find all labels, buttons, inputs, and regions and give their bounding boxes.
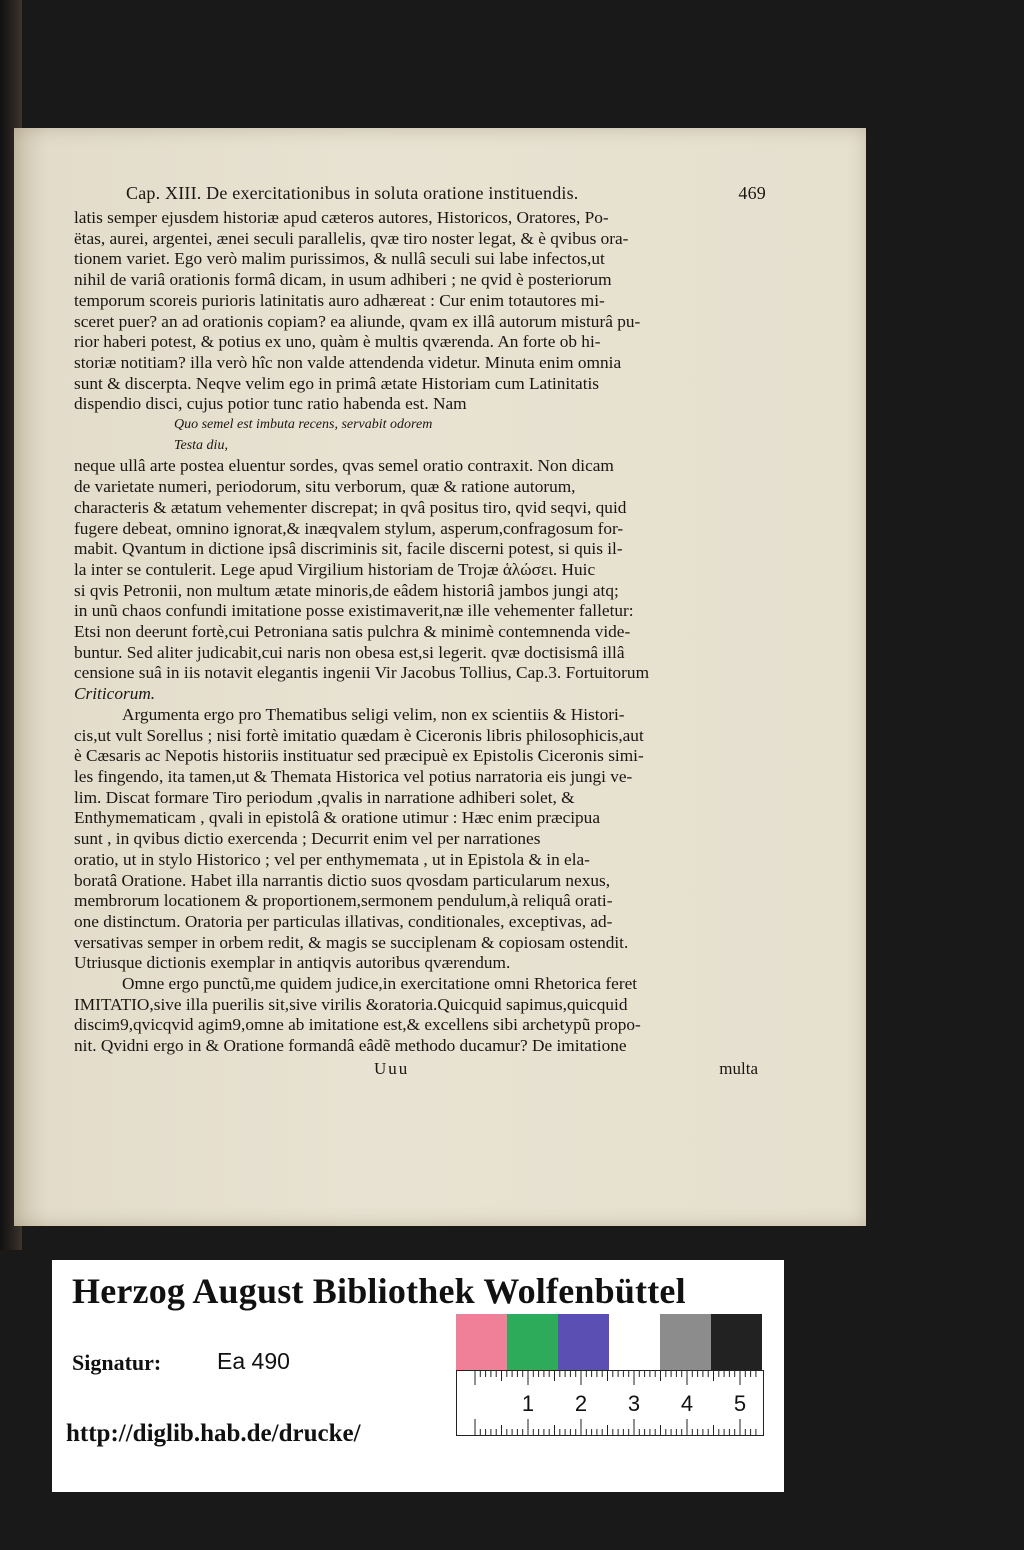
color-calibration-strip — [456, 1314, 762, 1370]
color-swatch-pink — [456, 1314, 507, 1370]
catchword: multa — [719, 1058, 758, 1078]
text-line: Utriusque dictionis exemplar in antiqvis autoribus qværendum. — [74, 953, 511, 973]
library-reference-card — [52, 1260, 784, 1492]
text-line: buntur. Sed aliter judicabit,cui naris non obesa est,si legerit. qvæ doctisismâ illâ — [74, 642, 625, 662]
text-line: oratio, ut in stylo Historico ; vel per enthymemata , ut in Epistola & in ela- — [74, 849, 590, 869]
color-swatch-blue — [558, 1314, 609, 1370]
library-url: http://diglib.hab.de/drucke/ — [66, 1420, 361, 1447]
color-swatch-black — [711, 1314, 762, 1370]
paragraph-2 — [74, 456, 764, 704]
text-line: storiæ notitiam? illa verò hîc non valde attendenda videtur. Minuta enim omnia — [74, 352, 622, 372]
quote-line: Quo semel est imbuta recens, servabit odorem — [174, 417, 433, 433]
text-line: si qvis Petronii, non multum ætate minoris,de eâdem historiâ jambos jungi atq; — [74, 580, 619, 600]
verse-quote — [74, 415, 764, 456]
text-line: one distinctum. Oratoria per particulas illativas, conditionales, exceptivas, ad- — [74, 911, 613, 931]
scale-number: 1 — [521, 1391, 535, 1416]
page-footer — [74, 1059, 764, 1080]
scale-ruler-icon — [457, 1371, 763, 1435]
text-line: Argumenta ergo pro Thematibus seligi velim, non ex scientiis & Histori- — [122, 704, 625, 724]
scale-number: 2 — [574, 1391, 588, 1416]
book-page — [14, 128, 866, 1226]
text-line: latis semper ejusdem historiæ apud cæteros autores, Historicos, Oratores, Po- — [74, 208, 609, 227]
text-line: discim9,qvicqvid agim9,omne ab imitatione est,& excellens sibi archetypũ propo- — [74, 1015, 641, 1035]
signature-mark: Uuu — [374, 1058, 410, 1078]
text-line: Enthymematicam , qvali in epistolâ & oratione utimur : Hæc enim præcipua — [74, 808, 600, 828]
text-line: nit. Qvidni ergo in & Oratione formandâ eâdẽ methodo ducamur? De imitatione — [74, 1036, 627, 1056]
body-text — [74, 208, 764, 1080]
paragraph-4 — [74, 974, 764, 1057]
text-line: IMITATIO,sive illa puerilis sit,sive virilis &oratoria.Quicquid sapimus,quicquid — [74, 994, 628, 1014]
text-line: in unũ chaos confundi imitatione posse existimaverit,næ ille vehementer falletur: — [74, 601, 634, 621]
scale-number: 3 — [627, 1391, 641, 1416]
color-swatch-white — [609, 1314, 660, 1370]
running-head-title: Cap. XIII. De exercitationibus in soluta oratione instituendis. — [126, 183, 579, 203]
color-swatch-gray — [660, 1314, 711, 1370]
text-line: sceret puer? an ad orationis copiam? ea aliunde, qvam ex illâ autorum misturâ pu- — [74, 311, 641, 331]
text-line: è Cæsaris ac Nepotis historiis instituatur sed præcipuè ex Epistolis Ciceronis simi- — [74, 746, 644, 766]
text-line: Etsi non deerunt fortè,cui Petroniana satis pulchra & minimè contemnenda vide- — [74, 622, 631, 642]
scale-number: 4 — [680, 1391, 694, 1416]
library-name: Herzog August Bibliothek Wolfenbüttel — [72, 1271, 686, 1311]
text-line: tionem variet. Ego verò malim purissimos, & nullâ seculi sui labe infectos,ut — [74, 249, 605, 269]
scale-number: 5 — [733, 1391, 747, 1416]
page-number: 469 — [738, 183, 766, 203]
text-line: mabit. Qvantum in dictione ipsâ discriminis sit, facile discerni potest, si quis il- — [74, 539, 623, 559]
text-line: temporum scoreis purioris latinitatis auro adhæreat : Cur enim totautores mi- — [74, 290, 605, 310]
measurement-scale — [456, 1370, 764, 1436]
paragraph-3 — [74, 705, 764, 974]
signatur-label: Signatur: — [72, 1350, 162, 1375]
text-line: membrorum locationem & proportionem,sermonem pendulum,à reliquâ orati- — [74, 891, 613, 911]
running-head — [126, 183, 766, 204]
text-line: sunt , in qvibus dictio exercenda ; Decurrit enim vel per narrationes — [74, 829, 541, 849]
signatur-value: Ea 490 — [217, 1348, 290, 1374]
text-line: lim. Discat formare Tiro periodum ,qvalis in narratione adhiberi solet, & — [74, 787, 575, 807]
text-line: versativas semper in orbem redit, & magis se succiplenam & copiosam ostendit. — [74, 932, 629, 952]
text-line: de varietate numeri, periodorum, situ verborum, quæ & ratione autorum, — [74, 477, 576, 497]
text-line: cis,ut vult Sorellus ; nisi fortè imitatio quædam è Ciceronis libris philosophicis,aut — [74, 725, 644, 745]
paragraph-1 — [74, 208, 764, 415]
text-line: fugere debeat, omnino ignorat,& inæqvalem stylum, asperum,confragosum for- — [74, 518, 624, 538]
text-line: dispendio disci, cujus potior tunc ratio habenda est. Nam — [74, 394, 467, 414]
text-line: neque ullâ arte postea eluentur sordes, qvas semel oratio contraxit. Non dicam — [74, 456, 614, 476]
color-swatch-green — [507, 1314, 558, 1370]
text-line: censione suâ in iis notavit elegantis ingenii Vir Jacobus Tollius, Cap.3. Fortuitorum — [74, 663, 650, 683]
text-line: rior haberi potest, & potius ex uno, quàm è multis qværenda. An forte ob hi- — [74, 332, 601, 352]
text-line: Omne ergo punctũ,me quidem judice,in exercitatione omni Rhetorica feret — [122, 974, 638, 994]
text-line: boratâ Oratione. Habet illa narrantis dictio suos qvosdam particularum nexus, — [74, 870, 611, 890]
page-content — [74, 183, 764, 1080]
text-line: Criticorum. — [74, 684, 156, 704]
text-line: la inter se contulerit. Lege apud Virgilium historiam de Trojæ ἁλώσει. Huic — [74, 559, 596, 579]
text-line: nihil de variâ orationis formâ dicam, in usum adhiberi ; ne qvid è posteriorum — [74, 270, 612, 290]
text-line: sunt & discerpta. Neqve velim ego in primâ ætate Historiam cum Latinitatis — [74, 373, 600, 393]
text-line: characteris & ætatum vehementer discrepat; in qvâ positus tiro, qvid seqvi, quid — [74, 497, 627, 517]
text-line: les fingendo, ita tamen,ut & Themata Historica vel potius narratoria eis jungi ve- — [74, 766, 633, 786]
quote-line: Testa diu, — [174, 437, 228, 453]
text-line: ëtas, aurei, argentei, ænei seculi parallelis, qvæ tiro noster legat, & è qvibus ora- — [74, 228, 629, 248]
